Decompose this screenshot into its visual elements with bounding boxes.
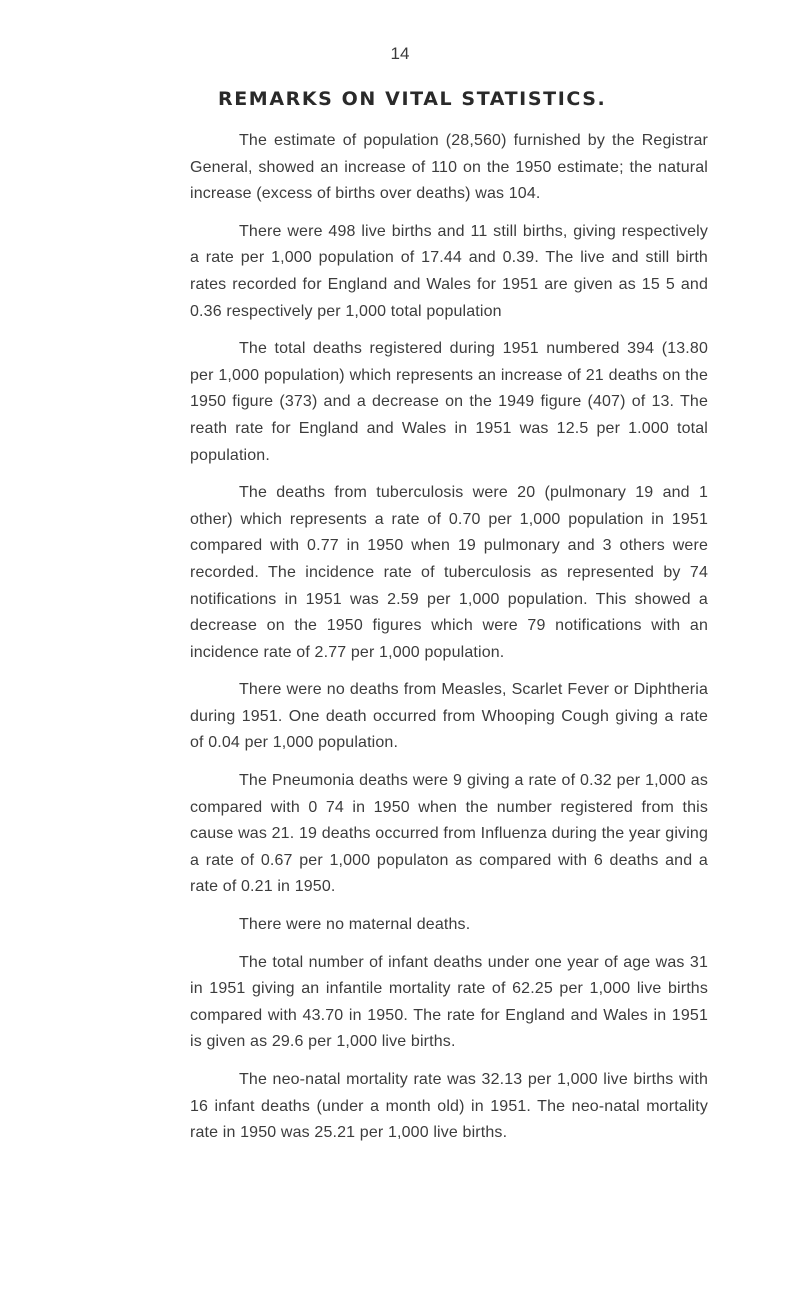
section-heading: REMARKS ON VITAL STATISTICS. — [218, 88, 607, 110]
paragraph-neonatal-mortality: The neo-natal mortality rate was 32.13 per 1,000 live births with 16 infant deaths (under a month old) in 1951. The neo-natal mortality rate in 1950 was 25.21 per 1,000 live births. — [190, 1071, 708, 1142]
paragraph-births: There were 498 live births and 11 still births, giving respectively a rate per 1,000 population of 17.44 and 0.39. The live and still birth rates recorded for England and Wales for 1951 are given as 15 5 and 0.36 respectively per 1,000 total population — [190, 222, 708, 320]
paragraph-population-estimate: The estimate of population (28,560) furnished by the Registrar General, showed an increase of 110 on the 1950 estimate; the natural increase (excess of births over deaths) was 104. — [190, 132, 708, 203]
paragraph-infectious-diseases: There were no deaths from Measles, Scarlet Fever or Diphtheria during 1951. One death occurred from Whooping Cough giving a rate of 0.04 per 1,000 population. — [190, 681, 708, 752]
paragraph-infant-mortality: The total number of infant deaths under one year of age was 31 in 1951 giving an infantile mortality rate of 62.25 per 1,000 live births compared with 43.70 in 1950. The rate for England and Wales in 1951 is given as 29.6 per 1,000 live births. — [190, 953, 708, 1051]
page-number: 14 — [390, 44, 410, 63]
paragraph-maternal-deaths: There were no maternal deaths. — [239, 916, 471, 934]
body-text — [190, 128, 708, 1158]
paragraph-tuberculosis: The deaths from tuberculosis were 20 (pulmonary 19 and 1 other) which represents a rate of 0.70 per 1,000 population in 1951 compared with 0.77 in 1950 when 19 pulmonary and 3 others were recorded. The incidence rate of tuberculosis as represented by 74 notifications in 1951 was 2.59 per 1,000 population. This showed a decrease on the 1950 figures which were 79 notifications with an incidence rate of 2.77 per 1,000 population. — [190, 484, 708, 661]
paragraph-total-deaths: The total deaths registered during 1951 numbered 394 (13.80 per 1,000 population) which represents an increase of 21 deaths on the 1950 figure (373) and a decrease on the 1949 figure (407) of 13. The reath rate for England and Wales in 1951 was 12.5 per 1.000 total population. — [190, 340, 708, 464]
paragraph-pneumonia-influenza: The Pneumonia deaths were 9 giving a rate of 0.32 per 1,000 as compared with 0 74 in 1950 when the number registered from this cause was 21. 19 deaths occurred from Influenza during the year giving a rate of 0.67 per 1,000 populaton as compared with 6 deaths and a rate of 0.21 in 1950. — [190, 772, 708, 896]
